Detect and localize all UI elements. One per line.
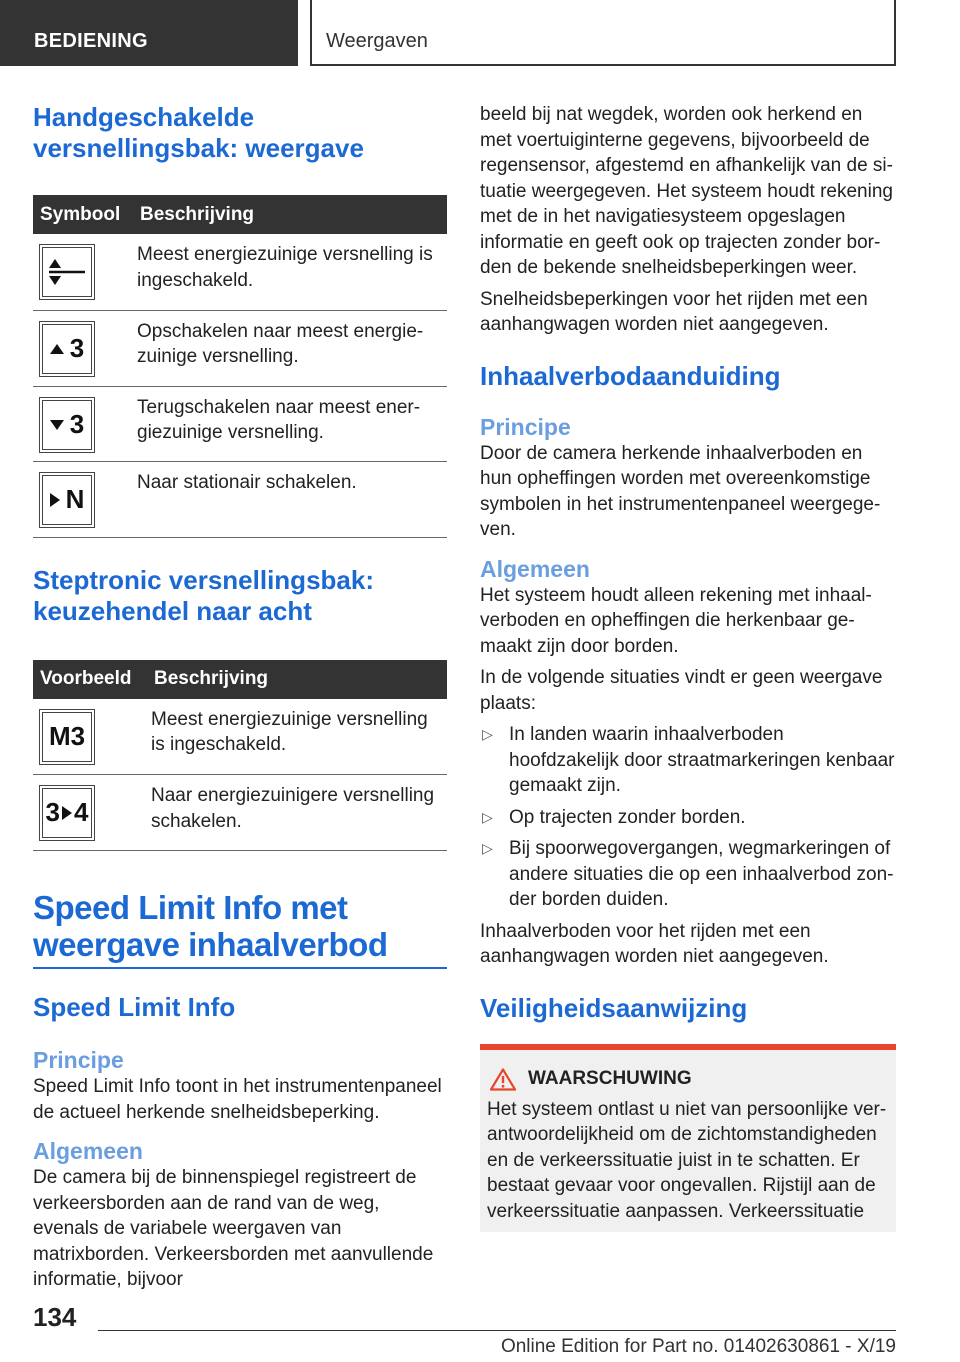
gear-number: 3 [69,332,85,363]
paragraph-trailer-overtaking: Inhaalverboden voor het rijden met een aanhangwagen worden niet aangegeven. [480,920,829,967]
paragraph-trailer: Snelheidsbeperkingen voor het rijden met een aanhangwagen worden niet aangegeven. [480,288,868,335]
warning-triangle-icon [490,1068,516,1091]
heading-manual-gearbox: Handgeschakelde versnellingsbak: weergave [33,102,364,163]
table-row [33,775,447,851]
table-row [33,461,447,537]
triangle-bullet-icon: ▷ [482,726,493,742]
gear-3-to-4-icon [39,785,95,841]
chapter-tab [310,0,896,66]
situations-list [480,722,896,913]
triangle-bullet-icon: ▷ [482,840,493,856]
table-row [33,234,447,310]
footer-rule [98,1330,896,1331]
paragraph-algemeen: De camera bij de binnenspiegel registreert de verkeersborden aan de rand van de weg, evenals de variabele weergaven van matrixborden. Verkeersborden met aanvullende informatie, bijvoor [33,1167,434,1290]
chapter-title: Weergaven [326,30,428,52]
section-tab [0,0,298,66]
gear-m3-icon [39,709,95,765]
arrows-updown-icon [39,244,95,300]
section-title: BEDIENING [34,30,148,52]
heading-algemeen: Algemeen [480,555,590,582]
row-description: Meest energiezuinige versnelling is ingeschakeld. [133,234,447,310]
gear-label: M3 [48,720,86,751]
paragraph-algemeen-2: In de volgende situaties vindt er geen weergave plaats: [480,667,883,714]
row-description: Meest energiezuinige versnelling is ingeschakeld. [147,699,447,775]
heading-steptronic: Steptronic versnellingsbak: keuzehendel naar acht [33,564,374,626]
list-item: ▷ Op trajecten zonder borden. [480,805,896,831]
right-column [480,102,896,1232]
neutral-n-icon [39,472,95,528]
table-header [33,195,447,234]
shift-up-3-icon [39,321,95,377]
left-column [33,102,447,1293]
warning-title: WAARSCHUWING [528,1068,692,1089]
gear-to: 4 [74,797,89,828]
heading-no-overtaking: Inhaalverbodaanduiding [480,360,781,391]
table-row [33,699,447,775]
paragraph-algemeen-1: Het systeem houdt alleen rekening met inhaalverboden en opheffingen die herkenbaar gemaakt zijn door borden. [480,584,872,657]
paragraph-continued: beeld bij nat wegdek, worden ook herkend en met voertuiginterne gegevens, bijvoorbeeld de regensensor, afgestemd en afhankelijk van de situatie weergegeven. Het systeem houdt rekening met de in het navigatiesysteem opgeslagen informatie en geeft ook op trajecten zonder borden de bekende snelheidsbeperkingen weer. [480,104,893,278]
footer-edition: Online Edition for Part no. 01402630861 - X/19 [500,1336,896,1357]
heading-algemeen: Algemeen [33,1138,143,1164]
heading-speed-limit-info: Speed Limit Info [33,992,236,1022]
row-description: Opschakelen naar meest energiezuinige versnelling. [133,310,447,386]
col-symbol: Symbool [33,195,133,234]
triangle-bullet-icon: ▷ [482,808,493,825]
list-item: ▷ In landen waarin inhaalverboden hoofdzakelijk door straatmarkeringen kenbaar gemaakt zijn. [482,724,895,796]
manual-gearbox-table [33,195,447,538]
warning-text: Het systeem ontlast u niet van persoonlijke verantwoordelijkheid om de zichtomstandigheden en de verkeerssituatie juist in te schatten. Er bestaat gevaar voor ongevallen. Rijstijl aan de verkeerssituatie aanpassen. Verkeerssituatie [487,1098,887,1222]
col-description: Beschrijving [133,195,447,234]
row-description: Terugschakelen naar meest energiezuinige versnelling. [133,386,447,461]
gear-from: 3 [45,797,60,828]
heading-principe: Principe [480,413,571,440]
heading-safety: Veiligheidsaanwijzing [480,992,748,1023]
warning-box [480,1044,896,1233]
col-example: Voorbeeld [33,660,147,699]
steptronic-table [33,660,447,852]
table-row [33,310,447,386]
heading-speed-limit-main: Speed Limit Info met weergave inhaalverbod [33,889,447,969]
gear-letter: N [65,483,85,514]
list-item: ▷ Bij spoorwegovergangen, wegmarkeringen of andere situaties die op een inhaalverbod zonder borden duiden. [482,838,894,910]
heading-principe: Principe [33,1047,124,1073]
shift-down-3-icon [39,397,95,453]
page-header [0,0,960,66]
row-description: Naar energiezuinigere versnelling schakelen. [147,775,447,851]
table-header [33,660,447,699]
page-number: 134 [33,1302,77,1332]
row-description: Naar stationair schakelen. [133,461,447,537]
gear-number: 3 [69,408,85,439]
col-description: Beschrijving [147,660,447,699]
table-row [33,386,447,461]
paragraph-principe: Speed Limit Info toont in het instrumentenpaneel de actueel herkende snelheidsbeperking. [33,1076,442,1123]
paragraph-principe: Door de camera herkende inhaalverboden en hun opheffingen worden met overeenkomstige symbolen in het instrumentenpaneel weergegeven. [480,442,881,540]
